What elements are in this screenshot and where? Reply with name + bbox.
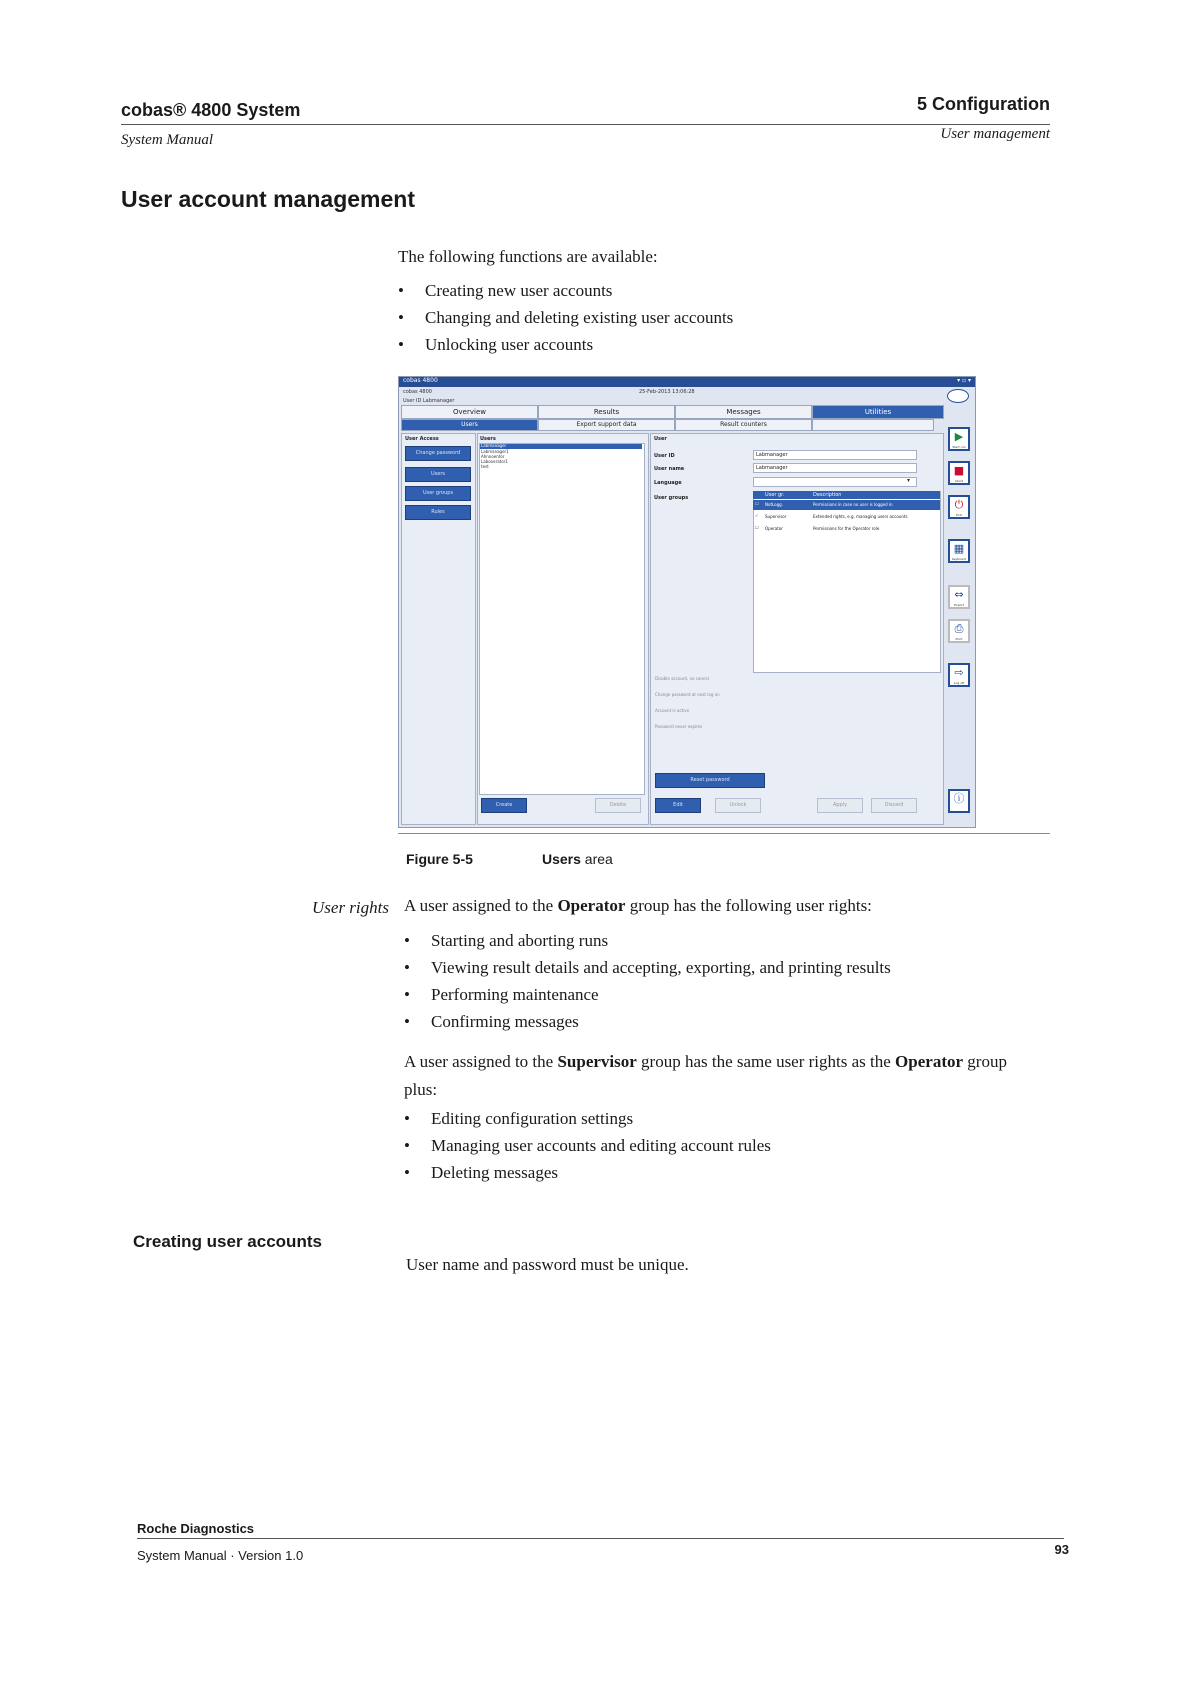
info-icon: ⓘ: [953, 792, 965, 805]
groups-col-description: Description: [813, 492, 842, 498]
user-id-line: User ID Labmanager: [403, 398, 455, 404]
chapter-title: 5 Configuration: [917, 94, 1050, 114]
group-name: NotLogg.: [765, 502, 783, 507]
table-row[interactable]: [753, 512, 940, 522]
side-button-caption: Export: [954, 603, 964, 607]
system-name: cobas 4800: [403, 389, 432, 395]
chapter-subtitle: User management: [940, 126, 1050, 142]
subtab-users[interactable]: Users: [401, 419, 538, 431]
users-label: Users: [480, 436, 496, 442]
functions-list: [398, 281, 733, 355]
figure-caption: [542, 851, 613, 867]
table-row[interactable]: [753, 500, 940, 510]
user-name-field[interactable]: Labmanager: [753, 463, 917, 473]
list-item[interactable]: test: [481, 464, 489, 469]
subtab-export-support-data[interactable]: Export support data: [538, 419, 675, 431]
subtab-empty: [812, 419, 934, 431]
footer-rule: [137, 1538, 1064, 1539]
side-button-caption: Start run: [952, 445, 966, 449]
intro-text: The following functions are available:: [398, 247, 658, 266]
group-description: Extended rights, e.g. managing users accounts: [813, 514, 908, 519]
logout-icon: ⇨: [954, 666, 964, 679]
user-id-field[interactable]: Labmanager: [753, 450, 917, 460]
list-item: • Performing maintenance: [404, 985, 891, 1005]
operator-group-name: Operator: [557, 896, 626, 915]
create-button[interactable]: Create: [481, 798, 527, 813]
keyboard-icon: ▦: [953, 542, 965, 555]
chevron-down-icon[interactable]: ▾: [907, 477, 911, 484]
list-item: • Deleting messages: [404, 1163, 771, 1183]
list-item: • Starting and aborting runs: [404, 931, 891, 951]
window-titlebar: [399, 377, 975, 387]
supervisor-intro-pre: A user assigned to the: [404, 1052, 558, 1071]
side-button-caption: Keyboard: [951, 557, 967, 561]
operator-rights-list: [404, 931, 891, 1032]
power-icon: ⏻: [954, 498, 964, 511]
creating-user-accounts-title: Creating user accounts: [133, 1232, 322, 1251]
supervisor-group-name: Supervisor: [557, 1052, 637, 1071]
option-change-password[interactable]: Change password at next log on: [655, 692, 720, 697]
document-subtitle: System Manual: [121, 132, 214, 148]
checkbox-icon[interactable]: ☐: [755, 501, 759, 506]
change-password-button[interactable]: Change password: [405, 446, 471, 461]
user-id-label: User ID: [654, 453, 675, 459]
figure-number: Figure 5-5: [406, 851, 473, 867]
operator-intro-pre: A user assigned to the: [404, 896, 558, 915]
group-description: Permissions in case no user is logged in: [813, 502, 893, 507]
tab-messages[interactable]: Messages: [675, 405, 812, 419]
export-icon: ⇔: [954, 588, 964, 601]
stop-icon: ■: [953, 464, 965, 477]
group-description: Permissions for the Operator role: [813, 526, 880, 531]
apply-button[interactable]: Apply: [817, 798, 863, 813]
group-name: Supervisor: [765, 514, 787, 519]
list-item[interactable]: Labooerator1: [481, 459, 508, 464]
abort-button[interactable]: [948, 461, 970, 485]
keyboard-button[interactable]: [948, 539, 970, 563]
info-button[interactable]: [948, 789, 970, 813]
user-rights-margin-note: User rights: [312, 898, 389, 917]
language-select[interactable]: [753, 477, 917, 487]
print-button[interactable]: [948, 619, 970, 643]
side-button-caption: Abort: [954, 479, 964, 483]
edit-button[interactable]: Edit: [655, 798, 701, 813]
users-button[interactable]: Users: [405, 467, 471, 482]
window-controls-icon[interactable]: ▾ ▫ ▾: [957, 377, 971, 384]
timestamp: 25-Feb-2013 13:06:28: [639, 389, 695, 395]
list-item[interactable]: Labmanager: [481, 443, 507, 448]
user-access-label: User Access: [405, 436, 439, 442]
figure-caption-rest: area: [580, 851, 613, 867]
checkmark-icon[interactable]: ✓: [755, 513, 759, 518]
subtab-result-counters[interactable]: Result counters: [675, 419, 812, 431]
start-run-button[interactable]: [948, 427, 970, 451]
list-item[interactable]: Ahnnoentor: [481, 454, 505, 459]
checkbox-icon[interactable]: ☐: [755, 525, 759, 530]
section-title: User account management: [121, 186, 415, 212]
play-icon: ▶: [954, 430, 964, 443]
page-number: 93: [1054, 1542, 1069, 1557]
side-button-caption: Exit: [956, 513, 962, 517]
list-item: • Changing and deleting existing user accounts: [398, 308, 733, 328]
list-item: • Creating new user accounts: [398, 281, 733, 301]
document-title: cobas® 4800 System: [121, 100, 301, 120]
reset-password-button[interactable]: Reset password: [655, 773, 765, 788]
unlock-button[interactable]: Unlock: [715, 798, 761, 813]
operator-intro: [404, 896, 872, 916]
groups-col-user-group: User gr.: [765, 492, 785, 498]
discard-button[interactable]: Discard: [871, 798, 917, 813]
list-item: • Confirming messages: [404, 1012, 891, 1032]
option-disable-account[interactable]: Disable account, no cancel: [655, 676, 709, 681]
list-item: • Viewing result details and accepting, exporting, and printing results: [404, 958, 891, 978]
operator-intro-post: group has the following user rights:: [625, 896, 872, 915]
side-button-caption: Log off: [953, 681, 965, 685]
users-area-screenshot: [398, 376, 976, 828]
tab-utilities[interactable]: Utilities: [812, 405, 944, 419]
groups-table-header: [753, 491, 940, 499]
tab-results[interactable]: Results: [538, 405, 675, 419]
option-account-active[interactable]: Account is active: [655, 708, 690, 713]
side-button-caption: Print: [955, 637, 963, 641]
user-section-label: User: [654, 436, 667, 442]
window-title: cobas 4800: [403, 377, 438, 384]
print-icon: ⎙: [954, 622, 964, 635]
option-password-never-expires[interactable]: Password never expires: [655, 724, 703, 729]
export-button[interactable]: [948, 585, 970, 609]
operator-group-name: Operator: [895, 1052, 964, 1071]
language-label: Language: [654, 480, 682, 486]
user-groups-button[interactable]: User groups: [405, 486, 471, 501]
user-groups-label: User groups: [654, 495, 689, 501]
supervisor-intro-mid: group has the same user rights as the: [636, 1052, 896, 1071]
supervisor-intro-post: group plus:: [404, 1052, 1007, 1099]
supervisor-rights-list: [404, 1109, 771, 1183]
creating-user-accounts-text: User name and password must be unique.: [406, 1255, 689, 1274]
footer-manual-version: System Manual · Version 1.0: [137, 1548, 304, 1563]
list-item: • Managing user accounts and editing account rules: [404, 1136, 771, 1156]
user-name-label: User name: [654, 466, 685, 472]
header-rule: [121, 124, 1050, 125]
supervisor-intro: [404, 1048, 1044, 1104]
list-item[interactable]: Labmanager1: [481, 449, 509, 454]
list-item: • Editing configuration settings: [404, 1109, 771, 1129]
roche-logo-icon: [947, 389, 969, 403]
figure-caption-bold: Users: [542, 851, 581, 867]
footer-company: Roche Diagnostics: [137, 1521, 255, 1536]
users-list[interactable]: [479, 443, 645, 795]
delete-button[interactable]: Delete: [595, 798, 641, 813]
table-row[interactable]: [753, 524, 940, 534]
exit-button[interactable]: [948, 495, 970, 519]
rules-button[interactable]: Rules: [405, 505, 471, 520]
group-name: Operator: [765, 526, 783, 531]
log-off-button[interactable]: [948, 663, 970, 687]
figure-rule: [398, 833, 1050, 834]
list-item: • Unlocking user accounts: [398, 335, 733, 355]
tab-overview[interactable]: Overview: [401, 405, 538, 419]
